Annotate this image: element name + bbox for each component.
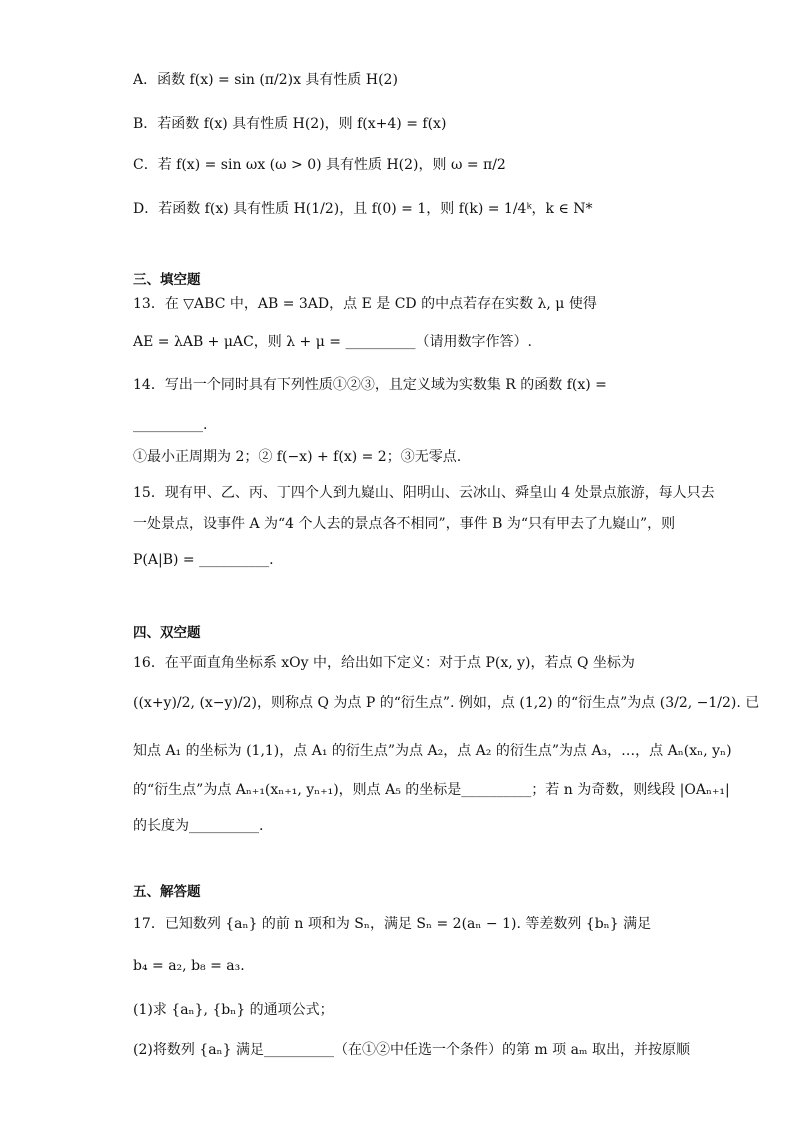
q14-line-2: __________.	[133, 417, 208, 433]
q17-line-4: (2)将数列 {aₙ} 满足__________（在①②中任选一个条件）的第 m 项 aₘ 取出，并按原顺	[133, 1042, 690, 1058]
q16-line-2: ((x+y)/2, (x−y)/2)，则称点 Q 为点 P 的“衍生点”. 例如，点 (1,2) 的“衍生点”为点 (3/2, −1/2). 已	[133, 695, 760, 711]
q13-line-1: 13．在 ▽ABC 中，AB = 3AD，点 E 是 CD 的中点若存在实数 λ, μ 使得	[133, 296, 597, 312]
q14-line-3: ①最小正周期为 2；② f(−x) + f(x) = 2；③无零点.	[133, 449, 462, 465]
option-b: B．若函数 f(x) 具有性质 H(2)，则 f(x+4) = f(x)	[133, 116, 447, 132]
option-c: C．若 f(x) = sin ωx (ω > 0) 具有性质 H(2)，则 ω = π/2	[133, 157, 506, 173]
q15-line-3: P(A|B) = __________.	[133, 552, 274, 568]
q17-line-1: 17．已知数列 {aₙ} 的前 n 项和为 Sₙ，满足 Sₙ = 2(aₙ − 1). 等差数列 {bₙ} 满足	[133, 916, 652, 932]
q15-line-1: 15．现有甲、乙、丙、丁四个人到九嶷山、阳明山、云冰山、舜皇山 4 处景点旅游，每人只去	[133, 485, 715, 501]
q16-line-5: 的长度为__________.	[133, 818, 264, 834]
option-a: A．函数 f(x) = sin (π/2)x 具有性质 H(2)	[133, 72, 398, 88]
section-5-heading: 五、解答题	[133, 884, 201, 900]
q14-line-1: 14．写出一个同时具有下列性质①②③，且定义域为实数集 R 的函数 f(x) =	[133, 377, 607, 393]
q15-line-2: 一处景点，设事件 A 为“4 个人去的景点各不相同”，事件 B 为“只有甲去了九嶷山”，则	[133, 516, 676, 532]
q16-line-3: 知点 A₁ 的坐标为 (1,1)，点 A₁ 的衍生点”为点 A₂，点 A₂ 的衍生点”为点 A₃，…，点 Aₙ(xₙ, yₙ)	[133, 743, 732, 759]
section-4-heading: 四、双空题	[133, 625, 201, 641]
section-3-heading: 三、填空题	[133, 272, 201, 288]
q17-line-2: b₄ = a₂, b₈ = a₃.	[133, 958, 245, 974]
q16-line-4: 的“衍生点”为点 Aₙ₊₁(xₙ₊₁, yₙ₊₁)，则点 A₅ 的坐标是__________；若 n 为奇数，则线段 |OAₙ₊₁|	[133, 782, 730, 798]
q13-line-2: AE = λAB + μAC，则 λ + μ = __________（请用数字作答）.	[133, 334, 532, 350]
q17-line-3: (1)求 {aₙ}, {bₙ} 的通项公式；	[133, 1002, 334, 1018]
q16-line-1: 16．在平面直角坐标系 xOy 中，给出如下定义：对于点 P(x, y)，若点 Q 坐标为	[133, 655, 635, 671]
option-d: D．若函数 f(x) 具有性质 H(1/2)，且 f(0) = 1，则 f(k) = 1/4ᵏ，k ∈ N*	[133, 201, 593, 217]
